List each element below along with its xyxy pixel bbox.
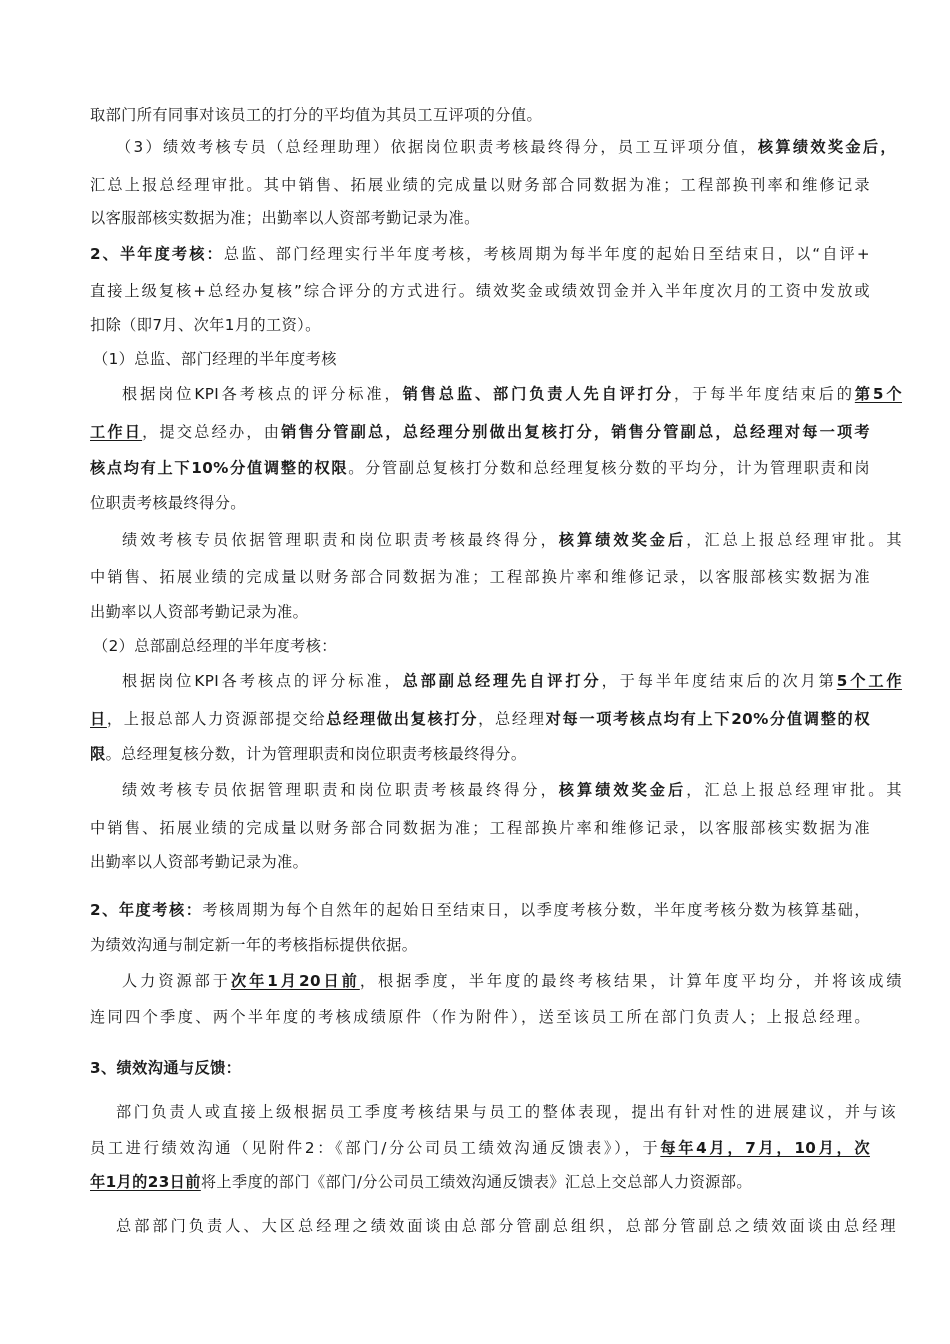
- text-line: [90, 207, 870, 229]
- body-text: 以客服部核实数据为准；出勤率以人资部考勤记录为准。: [90, 209, 480, 227]
- emphasis-text: 第5个: [854, 385, 902, 403]
- emphasis-text: 2、年度考核：: [90, 901, 203, 919]
- body-text: 出勤率以人资部考勤记录为准。: [90, 603, 309, 621]
- text-line: [90, 1057, 870, 1079]
- text-line: [90, 743, 870, 765]
- text-line: [90, 566, 870, 588]
- body-text: 直接上级复核+总经办复核”综合评分的方式进行。绩效奖金或绩效罚金并入半年度次月的工资中发放或: [90, 282, 870, 300]
- body-text: （2）总部副总经理的半年度考核：: [93, 637, 337, 655]
- emphasis-text: 核点均有上下10%分值调整的权限: [90, 459, 349, 477]
- text-line: [122, 779, 902, 801]
- text-line: [90, 457, 870, 479]
- body-text: 取部门所有同事对该员工的打分的平均值为其员工互评项的分值。: [90, 106, 543, 124]
- body-text: 绩效考核专员依据管理职责和岗位职责考核最终得分，: [122, 781, 559, 799]
- body-text: ，上报总部人力资源部提交给: [106, 710, 327, 728]
- emphasis-text: 日: [90, 710, 107, 728]
- body-text: 汇总上报总经理审批。其中销售、拓展业绩的完成量以财务部合同数据为准；工程部换刊率和维修记录: [90, 176, 870, 194]
- body-text: （1）总监、部门经理的半年度考核: [93, 350, 337, 368]
- text-line: [90, 421, 870, 443]
- body-text: 总监、部门经理实行半年度考核，考核周期为每半年度的起始日至结束日，以“自评+: [223, 245, 870, 263]
- emphasis-text: 总部副总经理先自评打分: [402, 672, 602, 690]
- body-text: 根据岗位KPI各考核点的评分标准，: [122, 385, 403, 403]
- body-text: 为绩效沟通与制定新一年的考核指标提供依据。: [90, 936, 418, 954]
- text-line: [122, 670, 902, 692]
- text-line: [122, 529, 902, 551]
- text-line: [90, 601, 870, 623]
- body-text: 员工进行绩效沟通（见附件2：《部门/分公司员工绩效沟通反馈表》），于: [90, 1139, 661, 1157]
- emphasis-text: 3、绩效沟通与反馈：: [90, 1059, 242, 1077]
- emphasis-text: 对每一项考核点均有上下20%分值调整的权: [545, 710, 870, 728]
- body-text: 将上季度的部门《部门/分公司员工绩效沟通反馈表》汇总上交总部人力资源部。: [200, 1173, 752, 1191]
- emphasis-text: 5个工作: [836, 672, 903, 690]
- body-text: 扣除（即7月、次年1月的工资）。: [90, 316, 321, 334]
- text-line: [90, 1171, 870, 1193]
- body-text: ，汇总上报总经理审批。其: [686, 531, 902, 549]
- emphasis-text: 销售分管副总，总经理分别做出复核打分，销售分管副总，总经理对每一项考: [281, 423, 870, 441]
- text-line: [122, 970, 902, 992]
- text-line: [90, 492, 870, 514]
- text-line: [90, 708, 870, 730]
- text-line: [122, 383, 902, 405]
- body-text: ，根据季度，半年度的最终考核结果，计算年度平均分，并将该成绩: [359, 972, 903, 990]
- text-line: [90, 174, 870, 196]
- body-text: ，总经理: [478, 710, 546, 728]
- text-line: [93, 348, 873, 370]
- text-line: [90, 934, 870, 956]
- body-text: 部门负责人或直接上级根据员工季度考核结果与员工的整体表现，提出有针对性的进展建议，并与该: [116, 1103, 896, 1121]
- emphasis-text: 核算绩效奖金后: [558, 781, 687, 799]
- text-line: [90, 104, 870, 126]
- body-text: 总部部门负责人、大区总经理之绩效面谈由总部分管副总组织，总部分管副总之绩效面谈由总经理: [116, 1217, 896, 1235]
- emphasis-text: 2、半年度考核：: [90, 245, 224, 263]
- emphasis-text: 销售总监、部门负责人先自评打分: [402, 385, 674, 403]
- body-text: 。分管副总复核打分数和总经理复核分数的平均分，计为管理职责和岗: [348, 459, 870, 477]
- text-line: [90, 280, 870, 302]
- text-line: [90, 1137, 870, 1159]
- text-line: [90, 243, 870, 265]
- body-text: ，汇总上报总经理审批。其: [686, 781, 902, 799]
- text-line: [90, 817, 870, 839]
- emphasis-text: 每年4月，7月，10月，次: [660, 1139, 870, 1157]
- body-text: ，于每半年度结束后的: [673, 385, 855, 403]
- text-line: [116, 1101, 896, 1123]
- emphasis-text: 限: [90, 745, 106, 763]
- body-text: 中销售、拓展业绩的完成量以财务部合同数据为准；工程部换片率和维修记录，以客服部核实数据为准: [90, 568, 870, 586]
- text-line: [93, 635, 873, 657]
- body-text: 。总经理复核分数，计为管理职责和岗位职责考核最终得分。: [105, 745, 527, 763]
- text-line: [90, 1006, 870, 1028]
- emphasis-text: 总经理做出复核打分: [326, 710, 479, 728]
- text-line: [116, 1215, 896, 1237]
- body-text: 连同四个季度、两个半年度的考核成绩原件（作为附件），送至该员工所在部门负责人；上报总经理。: [90, 1008, 870, 1026]
- body-text: 考核周期为每个自然年的起始日至结束日，以季度考核分数，半年度考核分数为核算基础，: [202, 901, 870, 919]
- body-text: 出勤率以人资部考勤记录为准。: [90, 853, 309, 871]
- body-text: 人力资源部于: [122, 972, 231, 990]
- body-text: （3）绩效考核专员（总经理助理）依据岗位职责考核最终得分，员工互评项分值，: [116, 138, 758, 156]
- body-text: 中销售、拓展业绩的完成量以财务部合同数据为准；工程部换片率和维修记录，以客服部核实数据为准: [90, 819, 870, 837]
- body-text: 根据岗位KPI各考核点的评分标准，: [122, 672, 403, 690]
- text-line: [90, 899, 870, 921]
- body-text: 绩效考核专员依据管理职责和岗位职责考核最终得分，: [122, 531, 559, 549]
- body-text: ，于每半年度结束后的次月第: [601, 672, 837, 690]
- emphasis-text: 次年1月20日前: [230, 972, 360, 990]
- emphasis-text: 工作日: [90, 423, 143, 441]
- text-line: [116, 136, 896, 158]
- body-text: 位职责考核最终得分。: [90, 494, 246, 512]
- emphasis-text: 核算绩效奖金后: [558, 531, 687, 549]
- emphasis-text: 核算绩效奖金后，: [757, 138, 896, 156]
- text-line: [90, 851, 870, 873]
- text-line: [90, 314, 870, 336]
- body-text: ，提交总经办，由: [142, 423, 282, 441]
- emphasis-text: 年1月的23日前: [90, 1173, 201, 1191]
